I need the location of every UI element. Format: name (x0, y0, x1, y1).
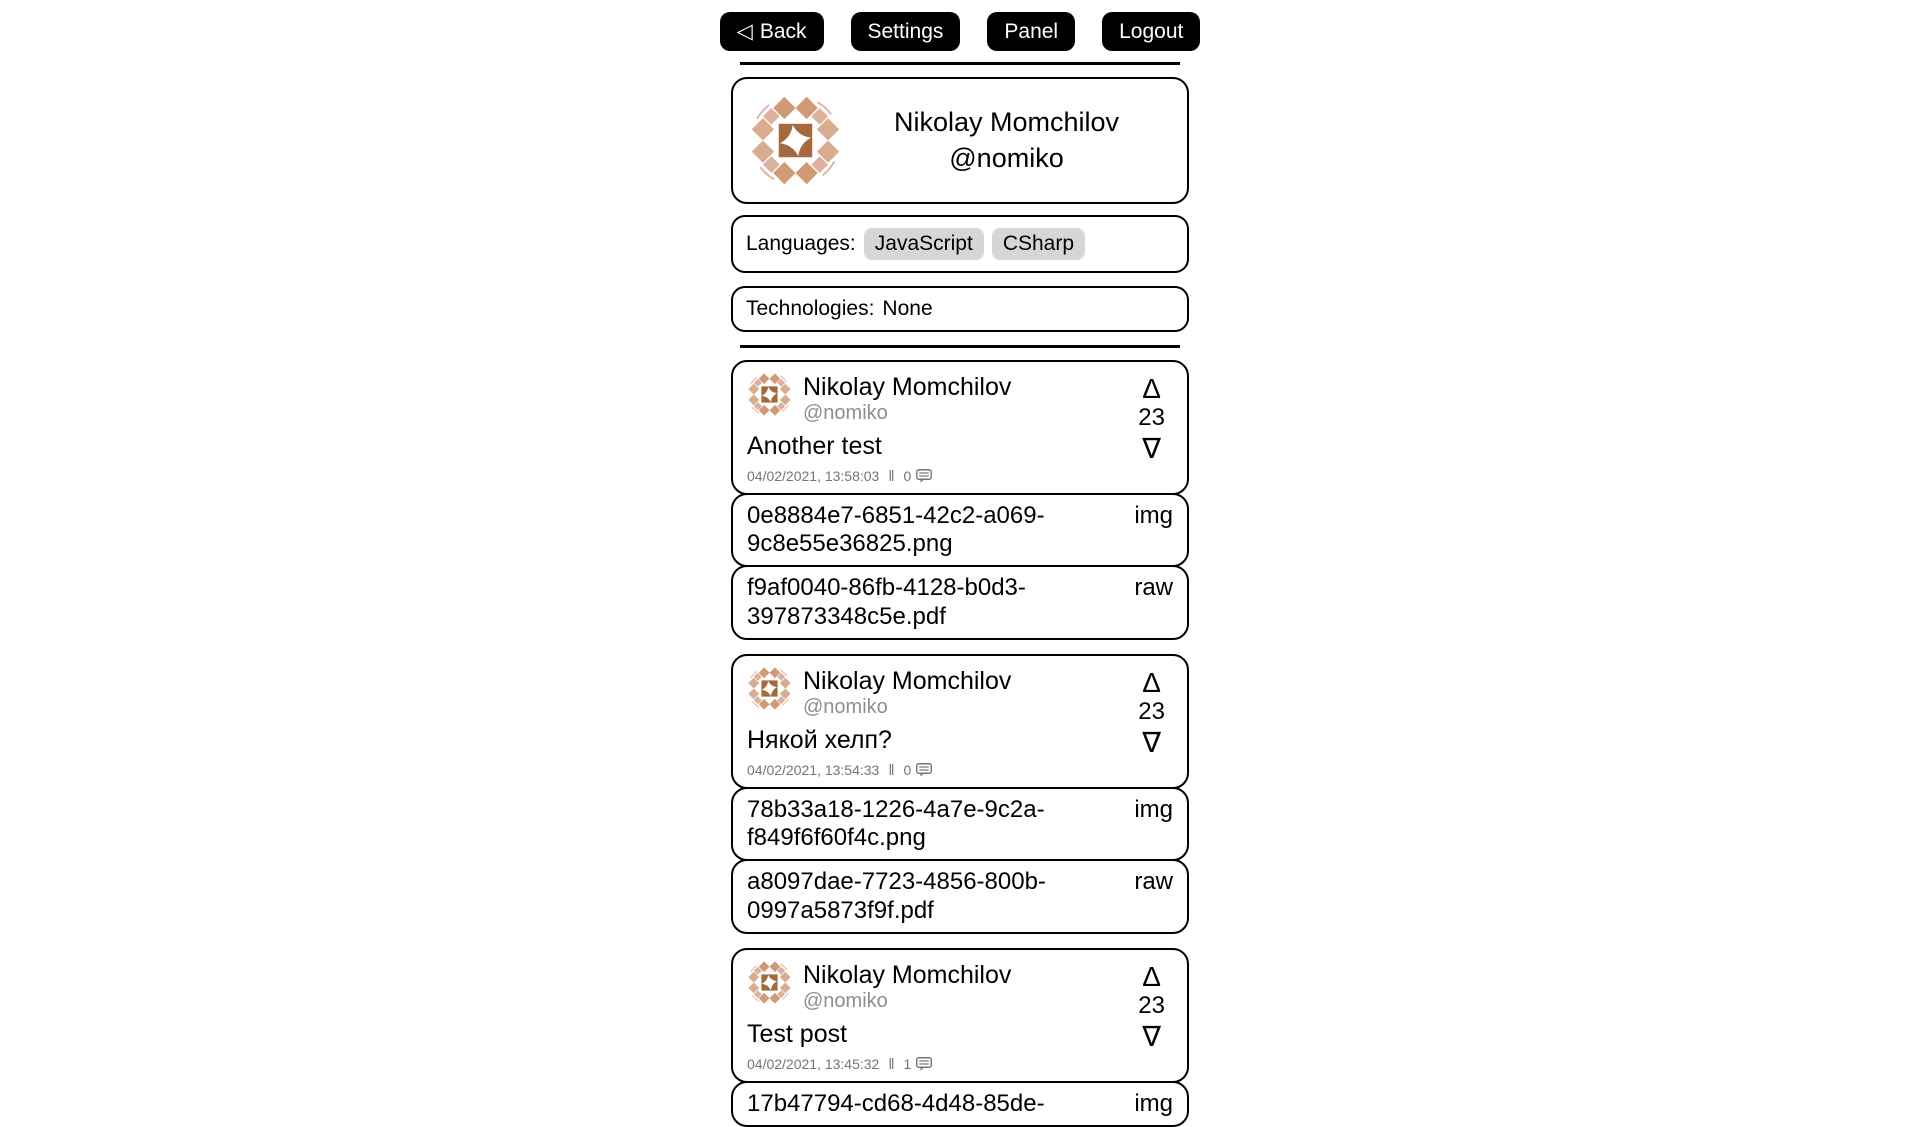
post-title[interactable]: Някой хелп? (747, 725, 892, 754)
meta-separator-icon: ‖ (888, 467, 895, 485)
vote-count: 23 (1138, 404, 1165, 432)
post-author-handle: @nomiko (803, 401, 888, 424)
profile-handle: @nomiko (949, 142, 1064, 173)
meta-separator-icon: ‖ (888, 761, 895, 779)
profile-name: Nikolay Momchilov (893, 107, 1120, 138)
post-header (731, 654, 1189, 789)
post-author-names (803, 960, 1011, 1013)
post-author-name: Nikolay Momchilov (803, 373, 1012, 401)
attachment-row[interactable] (731, 787, 1189, 862)
attachment-type-label: img (1134, 1089, 1173, 1117)
posts-divider (740, 345, 1180, 348)
meta-separator-icon: ‖ (888, 1055, 895, 1073)
comment-count: 0 (903, 762, 912, 779)
post-card (731, 360, 1189, 640)
post-title[interactable]: Another test (747, 431, 882, 460)
vote-controls (1138, 960, 1173, 1073)
post-author-row (747, 372, 1011, 425)
post-author-names (803, 372, 1011, 425)
post-meta (747, 762, 1011, 779)
attachment-filename[interactable]: f9af0040-86fb-4128-b0d3-397873348c5e.pdf (747, 574, 1026, 630)
profile-avatar (749, 94, 842, 187)
vote-controls (1138, 372, 1173, 485)
attachment-filename[interactable]: 0e8884e7-6851-42c2-a069-9c8e55e36825.png (747, 501, 1045, 558)
attachment-type-label: raw (1134, 574, 1173, 602)
post-author-name: Nikolay Momchilov (803, 961, 1012, 989)
vote-count: 23 (1138, 698, 1165, 726)
downvote-button[interactable]: ∇ (1142, 432, 1162, 464)
logout-button[interactable]: Logout (1102, 12, 1200, 51)
attachment-filename[interactable]: 17b47794-cd68-4d48-85de- (747, 1089, 1045, 1117)
attachment-type-label: raw (1134, 868, 1173, 896)
post-avatar (747, 666, 792, 711)
attachment-row[interactable] (731, 565, 1189, 640)
attachment-row[interactable] (731, 493, 1189, 568)
post-author-row (747, 960, 1011, 1013)
post-main (747, 372, 1011, 485)
language-badge-javascript: JavaScript (864, 228, 984, 260)
technologies-value: None (882, 297, 933, 320)
upvote-button[interactable]: Δ (1142, 667, 1161, 698)
post-author-names (803, 666, 1011, 719)
post-avatar (747, 372, 792, 417)
post-timestamp: 04/02/2021, 13:54:33 (747, 762, 880, 779)
technologies-label: Technologies: (746, 297, 875, 320)
profile-names (842, 105, 1171, 175)
downvote-button[interactable]: ∇ (1142, 1020, 1162, 1052)
post-meta (747, 1056, 1011, 1073)
post-title[interactable]: Test post (747, 1019, 848, 1048)
language-badge-csharp: CSharp (992, 228, 1085, 260)
attachment-filename[interactable]: 78b33a18-1226-4a7e-9c2a-f849f6f60f4c.png (747, 795, 1045, 852)
profile-card (731, 77, 1189, 204)
post-card (731, 654, 1189, 934)
attachment-row[interactable] (731, 1081, 1189, 1127)
post-author-handle: @nomiko (803, 695, 888, 718)
attachment-row[interactable] (731, 859, 1189, 934)
technologies-card (731, 286, 1189, 332)
comment-icon (916, 1057, 932, 1071)
comment-count: 0 (903, 468, 912, 485)
attachment-type-label: img (1134, 795, 1173, 823)
post-header (731, 948, 1189, 1083)
profile-page (731, 0, 1189, 1127)
languages-label: Languages: (746, 232, 856, 255)
comment-icon (916, 469, 932, 483)
settings-button[interactable]: Settings (851, 12, 961, 51)
post-timestamp: 04/02/2021, 13:45:32 (747, 1056, 880, 1073)
post-avatar (747, 960, 792, 1005)
comment-icon (916, 763, 932, 777)
post-card (731, 948, 1189, 1127)
back-arrow-icon: ◁ (736, 20, 753, 43)
post-author-name: Nikolay Momchilov (803, 667, 1012, 695)
posts-list (731, 360, 1189, 1127)
downvote-button[interactable]: ∇ (1142, 726, 1162, 758)
panel-button[interactable]: Panel (987, 12, 1075, 51)
upvote-button[interactable]: Δ (1142, 373, 1161, 404)
attachment-filename[interactable]: a8097dae-7723-4856-800b-0997a5873f9f.pdf (747, 868, 1046, 924)
comment-count: 1 (903, 1056, 912, 1073)
post-main (747, 960, 1011, 1073)
post-author-row (747, 666, 1011, 719)
languages-card (731, 215, 1189, 273)
post-main (747, 666, 1011, 779)
attachment-type-label: img (1134, 501, 1173, 529)
back-button-label: Back (759, 20, 807, 43)
toolbar (731, 12, 1189, 51)
post-author-handle: @nomiko (803, 989, 888, 1012)
vote-count: 23 (1138, 992, 1165, 1020)
back-button[interactable] (720, 12, 824, 51)
post-timestamp: 04/02/2021, 13:58:03 (747, 468, 880, 485)
post-header (731, 360, 1189, 495)
upvote-button[interactable]: Δ (1142, 961, 1161, 992)
top-divider (740, 62, 1180, 65)
post-meta (747, 468, 1011, 485)
vote-controls (1138, 666, 1173, 779)
